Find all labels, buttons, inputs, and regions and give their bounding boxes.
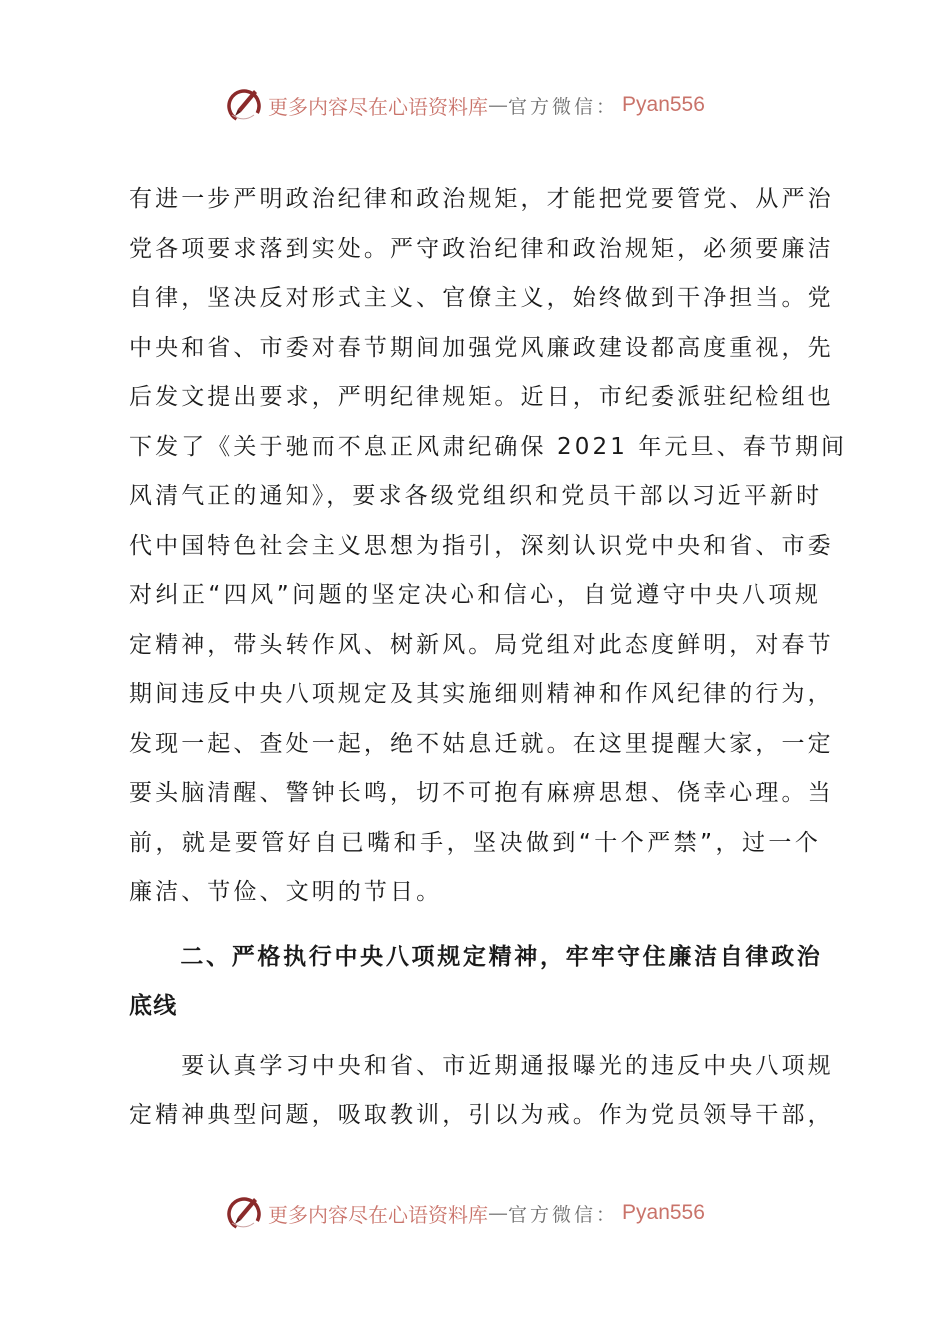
- section-heading: [129, 933, 821, 1032]
- text-line: 发现一起、查处一起，绝不姑息迁就。在这里提醒大家，一定: [129, 730, 834, 757]
- watermark-wechat-id: Pyan556: [622, 93, 705, 116]
- document-body: [129, 175, 848, 1141]
- watermark-wechat-id: Pyan556: [622, 1201, 705, 1224]
- text-line: 期间违反中央八项规定及其实施细则精神和作风纪律的行为，: [129, 681, 834, 707]
- text-line: 定精神典型问题，吸取教训，引以为戒。作为党员领导干部，: [129, 1102, 834, 1128]
- quill-pen-logo-icon: [224, 85, 264, 125]
- text-line: 前，就是要管好自已嘴和手，坚决做到“十个严禁”，过一个: [129, 829, 821, 856]
- text-line: 自律，坚决反对形式主义、官僚主义，始终做到干净担当。党: [129, 285, 834, 311]
- text-line: 有进一步严明政治纪律和政治规矩，才能把党要管党、从严治: [129, 186, 834, 212]
- text-line: 代中国特色社会主义思想为指引，深刻认识党中央和省、市委: [129, 532, 834, 559]
- watermark-wechat-label: 官方微信：: [508, 1203, 619, 1226]
- text-line: 要头脑清醒、警钟长鸣，切不可抱有麻痹思想、侥幸心理。当: [129, 780, 834, 806]
- text-line: 风清气正的通知》，要求各级党组织和党员干部以习近平新时: [129, 483, 823, 509]
- heading-line: 二、严格执行中央八项规定精神，牢牢守住廉洁自律政治: [129, 943, 821, 970]
- paragraph-2: [129, 1042, 834, 1141]
- text-line: 廉洁、节俭、文明的节日。: [129, 879, 443, 905]
- text-line: 定精神，带头转作风、树新风。局党组对此态度鲜明，对春节: [129, 631, 834, 658]
- footer-watermark: [224, 1191, 705, 1235]
- watermark-main-text: 更多内容尽在心语资料库: [268, 1202, 488, 1227]
- quill-pen-logo-icon: [224, 1193, 264, 1233]
- watermark-main-text: 更多内容尽在心语资料库: [268, 94, 488, 119]
- watermark-dash: —: [488, 93, 508, 117]
- text-line: 党各项要求落到实处。严守政治纪律和政治规矩，必须要廉洁: [129, 235, 834, 262]
- text-line: 对纠正“四风”问题的坚定决心和信心，自觉遵守中央八项规: [129, 582, 821, 608]
- text-line: 中央和省、市委对春节期间加强党风廉政建设都高度重视，先: [129, 334, 834, 361]
- header-watermark: [224, 83, 705, 127]
- text-line: 下发了《关于驰而不息正风肃纪确保 2021 年元旦、春节期间: [129, 433, 848, 460]
- watermark-dash: —: [488, 1201, 508, 1225]
- heading-line: 底线: [129, 993, 178, 1019]
- text-line: 要认真学习中央和省、市近期通报曝光的违反中央八项规: [129, 1052, 834, 1079]
- watermark-wechat-label: 官方微信：: [508, 95, 619, 118]
- paragraph-1: [129, 175, 848, 918]
- text-line: 后发文提出要求，严明纪律规矩。近日，市纪委派驻纪检组也: [129, 384, 834, 410]
